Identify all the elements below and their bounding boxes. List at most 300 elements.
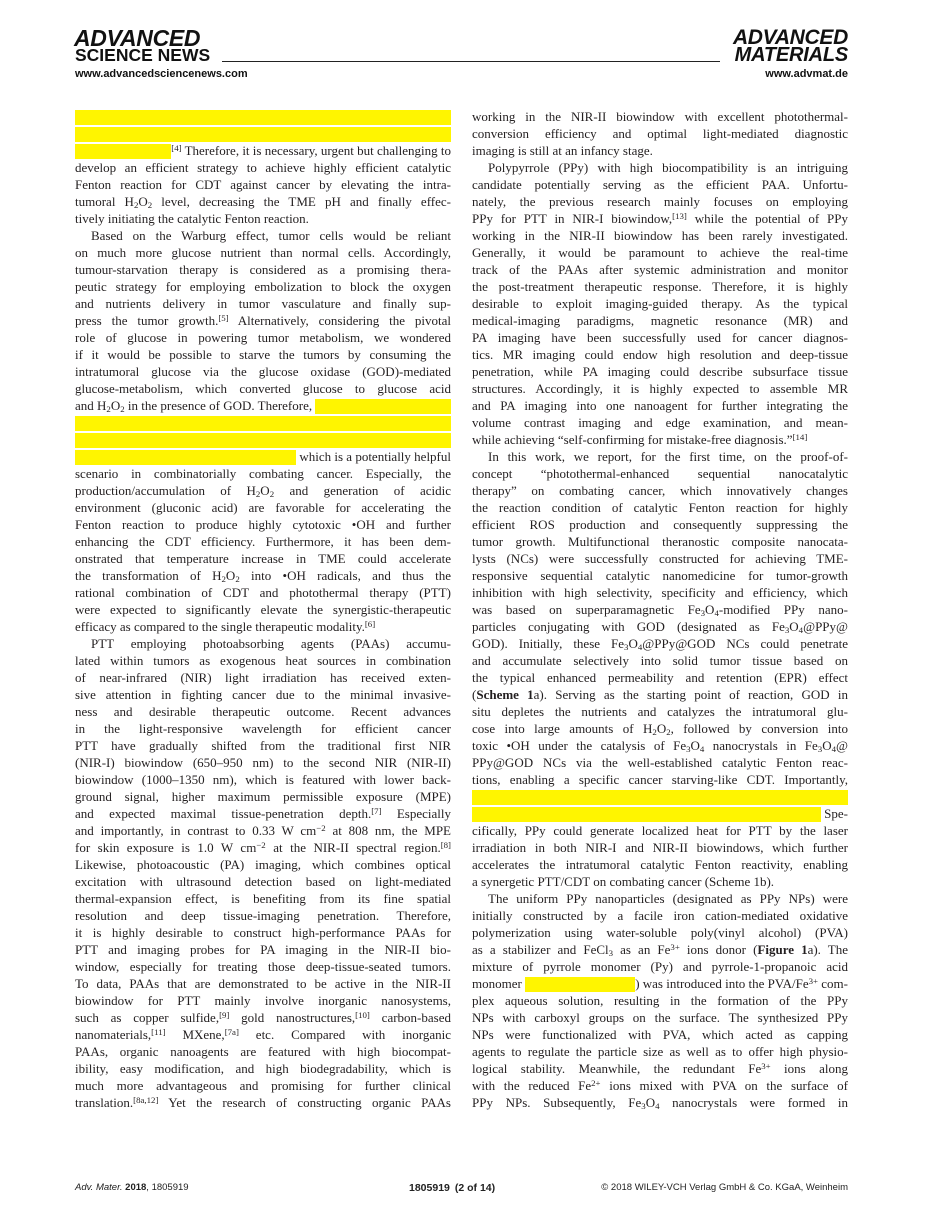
text-line	[75, 771, 451, 788]
text-run-group	[75, 363, 451, 380]
text-line	[75, 686, 451, 703]
superscript: [8a,12]	[133, 1094, 159, 1105]
text-run: a). Serving as the starting point of reaction, GOD in	[533, 687, 848, 702]
text-run-group	[75, 856, 451, 873]
text-line	[472, 1060, 848, 1077]
advanced-science-news-logo-bottom: SCIENCE NEWS	[75, 45, 211, 65]
subscript: 2	[221, 574, 226, 585]
text-run: working in the NIR-II biowindow has been rarely investigated.	[472, 228, 848, 243]
text-run-group	[472, 533, 848, 550]
text-run: scenario in combinatorially combating cancer. Especially, the	[75, 466, 451, 481]
text-run-group	[472, 499, 848, 516]
text-run: and generation of acidic	[274, 483, 451, 498]
text-line	[472, 210, 848, 227]
text-run: resolution and deep tissue-imaging penetration. Therefore,	[75, 908, 451, 923]
text-run: logical stability. Meanwhile, the redundant Fe	[472, 1061, 762, 1076]
text-run: desirable to exploit imaging-guided therapy. As the typical	[472, 296, 848, 311]
subscript: 2	[269, 489, 275, 500]
text-run: and expected maximal tissue-penetration depth.	[75, 806, 372, 821]
text-line	[75, 108, 451, 125]
text-run: MXene,	[165, 1027, 225, 1042]
text-run-group	[472, 567, 848, 584]
text-run: a). The	[807, 942, 848, 957]
text-run-group	[75, 482, 451, 499]
text-run: O	[690, 738, 700, 753]
text-run-group	[296, 448, 451, 465]
text-run-group	[75, 193, 451, 210]
text-line	[472, 754, 848, 771]
text-run: ions along	[770, 1061, 848, 1076]
text-run: into •OH radicals, and thus the	[239, 568, 451, 583]
text-run-group	[91, 635, 451, 652]
superscript: 3+	[670, 941, 680, 952]
text-line	[472, 907, 848, 924]
text-run-group	[75, 397, 315, 414]
text-line	[472, 1094, 848, 1111]
text-run: excitation with ultrasound detection based on light-mediated	[75, 874, 451, 889]
text-run: polymerization using water-soluble poly(vinyl alcohol) (PVA)	[472, 925, 848, 940]
subscript: 2	[133, 200, 139, 211]
text-run-group	[472, 1094, 848, 1111]
text-run: as an Fe	[613, 942, 671, 957]
text-run: (	[472, 687, 477, 702]
text-line	[75, 227, 451, 244]
subscript: 2	[666, 727, 671, 738]
subscript: 2	[106, 404, 111, 415]
text-run-group	[472, 465, 848, 482]
text-line	[472, 788, 848, 805]
text-run: inhibition with high selectivity, specificity and efficiency, which	[472, 585, 848, 600]
subscript: 2	[652, 727, 657, 738]
text-line	[472, 686, 848, 703]
text-run-group	[472, 1077, 848, 1094]
article-number: , 1805919	[146, 1182, 189, 1193]
text-line	[75, 856, 451, 873]
text-line	[75, 176, 451, 193]
text-run-group	[171, 142, 451, 159]
text-run: develop an efficient strategy to achieve highly efficient catalytic	[75, 160, 451, 175]
text-run: tumour-starvation therapy is considered as a promising thera-	[75, 262, 451, 277]
superscript: [14]	[792, 431, 808, 442]
text-run: nanomaterials,	[75, 1027, 152, 1042]
text-run: com-	[818, 976, 848, 991]
text-run-group	[472, 261, 848, 278]
text-run-group	[488, 448, 848, 465]
text-run: ) was introduced into the PVA/Fe	[635, 976, 809, 991]
text-run-group	[75, 788, 451, 805]
text-line	[75, 839, 451, 856]
text-run: NPs with carboxyl groups on the surface. The synthesized PPy	[472, 1010, 848, 1025]
text-run: concept “photothermal-enhanced sequential nanocatalytic	[472, 466, 848, 481]
text-line	[75, 567, 451, 584]
text-run-group	[472, 1009, 848, 1026]
superscript: 2+	[591, 1077, 601, 1088]
text-line	[472, 1077, 848, 1094]
text-line	[472, 1043, 848, 1060]
text-line	[75, 924, 451, 941]
text-run: press the tumor growth.	[75, 313, 219, 328]
text-run: medical-imaging paradigms, magnetic resonance (MR) and	[472, 313, 848, 328]
text-run-group	[75, 720, 451, 737]
text-run-group	[75, 516, 451, 533]
text-run-group	[75, 295, 451, 312]
text-run: nanocrystals in Fe	[704, 738, 818, 753]
text-run-group	[472, 210, 848, 227]
text-run: O	[822, 738, 832, 753]
text-line	[75, 669, 451, 686]
text-run-group	[635, 975, 848, 992]
subscript: 3	[700, 608, 706, 619]
text-run-group	[75, 669, 451, 686]
text-run: ions mixed with PVA on the surface of	[600, 1078, 848, 1093]
text-run: and nutrients delivery in tumor vasculature and finally sup-	[75, 296, 451, 311]
text-run-group	[472, 1060, 848, 1077]
text-run: penetration, while PA imaging could describe subsurface tissue	[472, 364, 848, 379]
text-run: it is highly desirable to construct high-performance PAAs for	[75, 925, 451, 940]
text-run-group	[472, 924, 848, 941]
text-run-group	[75, 176, 451, 193]
page-of-total: (2 of 14)	[454, 1182, 496, 1194]
text-line	[75, 397, 451, 414]
text-run-group	[75, 890, 451, 907]
highlight-mark	[472, 807, 821, 822]
text-line	[75, 244, 451, 261]
text-run: GOD). Initially, these Fe	[472, 636, 625, 651]
bold-reference: Scheme 1	[476, 687, 534, 702]
text-run-group	[472, 295, 848, 312]
text-run: volume contrast imaging and edge examination, and mean-	[472, 415, 848, 430]
text-run: efficacy as compared to the single therapeutic modality.	[75, 619, 365, 634]
text-run: therapy” on combating cancer, which innovatively changes	[472, 483, 848, 498]
text-run-group	[75, 584, 451, 601]
text-run: much more advantageous and promising for further clinical	[75, 1078, 451, 1093]
text-run-group	[75, 1026, 451, 1043]
text-run: and PA imaging into one nanoagent for further integrating the	[472, 398, 848, 413]
text-run: at 808 nm, the MPE	[325, 823, 451, 838]
text-run-group	[75, 907, 451, 924]
text-line	[472, 142, 848, 159]
text-line	[75, 703, 451, 720]
subscript: 4	[798, 625, 804, 636]
text-line	[75, 907, 451, 924]
text-run: if it would be possible to starve the tumors by consuming the	[75, 347, 451, 362]
text-run-group	[472, 1026, 848, 1043]
text-line	[75, 414, 451, 431]
superscript: [10]	[355, 1009, 370, 1020]
text-run-group	[472, 856, 848, 873]
text-run-group	[472, 754, 848, 771]
text-line	[472, 805, 848, 822]
text-run-group	[75, 992, 451, 1009]
left-text-column	[75, 108, 451, 1111]
text-run: ibility, easy modification, and high biodegradability, which is	[75, 1061, 451, 1076]
text-line	[75, 873, 451, 890]
highlight-mark	[525, 977, 635, 992]
text-line	[472, 329, 848, 346]
text-run-group	[472, 108, 848, 125]
text-run: Fenton reaction to produce highly cytotoxic •OH and further	[75, 517, 451, 532]
text-run: tumoral H	[75, 194, 134, 209]
text-run: tions, enabling a specific cancer starving-like CDT. Importantly,	[472, 772, 848, 787]
text-line	[75, 788, 451, 805]
journal-year: 2018	[125, 1182, 147, 1193]
advanced-science-news-logo-top: ADVANCED	[74, 25, 201, 51]
text-run-group	[75, 805, 451, 822]
superscript: −2	[256, 839, 266, 850]
text-line	[75, 1094, 451, 1111]
text-run: responsive sequential catalytic nanomedicine for tumor-growth	[472, 568, 848, 583]
text-line	[472, 499, 848, 516]
text-run: and importantly, in contrast to 0.33 W cm	[75, 823, 317, 838]
text-line	[472, 414, 848, 431]
text-line	[472, 822, 848, 839]
text-run: particles conjugating with GOD (designated as Fe	[472, 619, 785, 634]
highlight-mark	[75, 144, 171, 159]
text-line	[75, 652, 451, 669]
text-run: working in the NIR-II biowindow with excellent photothermal-	[472, 109, 848, 124]
text-run-group	[472, 193, 848, 210]
text-run-group	[472, 516, 848, 533]
text-run: the reaction condition of catalytic Fenton reaction for highly	[472, 500, 848, 515]
text-line	[75, 975, 451, 992]
text-line	[472, 601, 848, 618]
text-run: , followed by conversion into	[670, 721, 848, 736]
text-run-group	[75, 737, 451, 754]
text-line	[75, 584, 451, 601]
superscript: [11]	[151, 1026, 166, 1037]
text-run-group	[75, 465, 451, 482]
text-run: nanocrystals were formed in	[659, 1095, 848, 1110]
page-article-id: 1805919	[409, 1182, 450, 1194]
text-line	[472, 465, 848, 482]
text-run-group	[472, 482, 848, 499]
text-run: with the reduced Fe	[472, 1078, 592, 1093]
text-run: O	[789, 619, 799, 634]
superscript: [7a]	[224, 1026, 239, 1037]
footer-citation	[75, 1182, 189, 1194]
text-run: role of glucose in powering tumor metabolism, we wondered	[75, 330, 451, 345]
text-run: such as copper sulfide,	[75, 1010, 220, 1025]
subscript: 3	[686, 744, 691, 755]
text-run: O	[138, 194, 148, 209]
text-run-group	[472, 975, 525, 992]
text-line	[75, 1009, 451, 1026]
advanced-materials-logo-top: ADVANCED	[732, 26, 848, 49]
text-run-group	[75, 924, 451, 941]
text-run: O	[628, 636, 638, 651]
text-line	[472, 873, 848, 890]
text-run: O	[705, 602, 715, 617]
text-run-group	[472, 822, 848, 839]
text-line	[472, 618, 848, 635]
text-run-group	[75, 822, 451, 839]
text-run-group	[821, 805, 848, 822]
text-run: @	[836, 738, 848, 753]
text-run: the post-treatment therapeutic response. Therefore, it is highly	[472, 279, 848, 294]
text-run-group	[75, 652, 451, 669]
text-run: -modified PPy nano-	[718, 602, 848, 617]
text-line	[472, 856, 848, 873]
text-line	[472, 363, 848, 380]
text-run: thermal-expansion effect, is benefiting from its fine spatial	[75, 891, 451, 906]
text-line	[75, 482, 451, 499]
subscript: 3	[817, 744, 823, 755]
text-run: efficient ROS production and consequently suppressing the	[472, 517, 848, 532]
text-run: production/accumulation of H	[75, 483, 256, 498]
text-run-group	[75, 601, 451, 618]
copyright-notice: © 2018 WILEY-VCH Verlag GmbH & Co. KGaA, Weinheim	[601, 1182, 848, 1193]
subscript: 3	[641, 1101, 646, 1112]
text-run-group	[472, 652, 848, 669]
subscript: 3	[608, 948, 614, 959]
text-run: biowindow for PTT mainly involve inorganic nanosystems,	[75, 993, 451, 1008]
text-run: cose into large amounts of H	[472, 721, 653, 736]
text-run-group	[75, 1094, 451, 1111]
highlight-mark	[75, 416, 451, 431]
text-run-group	[75, 839, 451, 856]
text-run-group	[75, 1077, 451, 1094]
text-run-group	[488, 159, 848, 176]
text-run: O	[656, 721, 667, 736]
text-run: @PPy@GOD NCs could penetrate	[642, 636, 848, 651]
text-run-group	[75, 159, 451, 176]
text-run-group	[75, 244, 451, 261]
text-run-group	[472, 584, 848, 601]
text-run-group	[75, 261, 451, 278]
text-run: enhancing the CDT efficiency. Furthermore, it has been dem-	[75, 534, 451, 549]
text-run: track of the PAAs after systemic administration and monitor	[472, 262, 848, 277]
text-run: on much more glucose nutrient than normal cells. Accordingly,	[75, 245, 451, 260]
text-line	[75, 533, 451, 550]
text-run-group	[75, 567, 451, 584]
text-line	[472, 1009, 848, 1026]
superscript: [5]	[218, 312, 229, 323]
text-run: Generally, it would be paramount to achieve the real-time	[472, 245, 848, 260]
advanced-materials-logo-bottom: MATERIALS	[734, 44, 848, 66]
text-line	[75, 295, 451, 312]
publisher-url: www.advancedsciencenews.com	[75, 68, 248, 80]
superscript: −2	[316, 822, 326, 833]
text-run-group	[75, 975, 451, 992]
text-run-group	[472, 941, 848, 958]
text-run-group	[472, 958, 848, 975]
text-run-group	[472, 550, 848, 567]
text-line	[472, 380, 848, 397]
text-run: initially constructed by a facile iron cation-mediated oxidative	[472, 908, 848, 923]
text-run-group	[488, 890, 848, 907]
text-line	[75, 720, 451, 737]
superscript: [8]	[440, 839, 451, 850]
text-line	[472, 397, 848, 414]
text-line	[472, 958, 848, 975]
text-run: PPy@GOD NCs via the well-established catalytic Fenton reac-	[472, 755, 848, 770]
text-line	[472, 482, 848, 499]
text-run: tively initiating the catalytic Fenton reaction.	[75, 211, 309, 226]
text-run: tumor growth. Multifunctional theranostic composite nanocata-	[472, 534, 848, 549]
text-line	[472, 941, 848, 958]
text-run: were expected to significantly elevate the synergistic-therapeutic	[75, 602, 451, 617]
text-run: candidate potentially serving as the efficient PAA. Unfortu-	[472, 177, 848, 192]
text-run: imaging is still at an infancy stage.	[472, 143, 653, 158]
text-run-group	[472, 414, 848, 431]
text-line	[75, 516, 451, 533]
text-run: carbon-based	[369, 1010, 451, 1025]
text-line	[472, 703, 848, 720]
text-run-group	[472, 227, 848, 244]
text-run: O	[225, 568, 236, 583]
text-run-group	[75, 533, 451, 550]
subscript: 4	[699, 744, 705, 755]
text-run: Likewise, photoacoustic (PA) imaging, which combines optical	[75, 857, 451, 872]
text-run-group	[75, 618, 375, 635]
text-run-group	[472, 329, 848, 346]
text-run: lated within tumors as exogenous heat sources in combination	[75, 653, 451, 668]
text-run-group	[472, 907, 848, 924]
text-run: onstrated that temperature increase in TME could accelerate	[75, 551, 451, 566]
superscript: [9]	[219, 1009, 230, 1020]
text-run: toxic •OH under the catalysis of Fe	[472, 738, 687, 753]
text-run-group	[472, 363, 848, 380]
superscript: [13]	[672, 210, 687, 221]
text-run: NPs were functionalized with PVA, which acted as capping	[472, 1027, 848, 1042]
text-line	[75, 822, 451, 839]
text-line	[75, 159, 451, 176]
text-line	[472, 533, 848, 550]
text-run: @PPy@	[803, 619, 848, 634]
text-run-group	[472, 737, 848, 754]
text-line	[472, 431, 848, 448]
text-run-group	[472, 873, 774, 890]
text-run: PTT have gradually shifted from the traditional first NIR	[75, 738, 451, 753]
text-line	[75, 448, 451, 465]
text-run-group	[75, 312, 451, 329]
text-run: while achieving “self-confirming for mistake-free diagnosis.”	[472, 432, 793, 447]
text-run: The uniform PPy nanoparticles (designated as PPy NPs) were	[488, 891, 848, 906]
text-run-group	[472, 278, 848, 295]
text-run: lysts (NCs) were successfully constructed for achieving TME-	[472, 551, 848, 566]
text-line	[75, 312, 451, 329]
text-run: situ depletes the nutrients and catalyzes the intratumoral glu-	[472, 704, 848, 719]
text-line	[472, 448, 848, 465]
text-line	[472, 1026, 848, 1043]
text-run-group	[75, 873, 451, 890]
text-run-group	[472, 669, 848, 686]
text-run: O	[645, 1095, 656, 1110]
text-run: window, especially for treating those deep-tissue-seated tumors.	[75, 959, 451, 974]
text-run-group	[75, 941, 451, 958]
text-run-group	[75, 1009, 451, 1026]
text-run: ness and desirable therapeutic outcome. Recent advances	[75, 704, 451, 719]
text-line	[472, 652, 848, 669]
text-line	[472, 992, 848, 1009]
subscript: 2	[120, 404, 125, 415]
text-line	[472, 278, 848, 295]
text-run: while the potential of PPy	[686, 211, 849, 226]
text-run: monomer	[472, 976, 526, 991]
text-line	[472, 346, 848, 363]
text-run: Therefore, it is necessary, urgent but challenging to	[181, 143, 451, 158]
text-line	[472, 635, 848, 652]
text-line	[472, 227, 848, 244]
text-line	[75, 1077, 451, 1094]
text-run: cifically, PPy could generate localized heat for PTT by the laser	[472, 823, 848, 838]
text-line	[75, 737, 451, 754]
text-run: was based on superparamagnetic Fe	[472, 602, 701, 617]
text-run: intratumoral glucose via the glucose oxidase (GOD)-mediated	[75, 364, 451, 379]
text-run: PTT and imaging probes for PA imaging in the NIR-II bio-	[75, 942, 451, 957]
text-run-group	[472, 397, 848, 414]
text-run: the typical enhanced permeability and retention (EPR) effect	[472, 670, 848, 685]
